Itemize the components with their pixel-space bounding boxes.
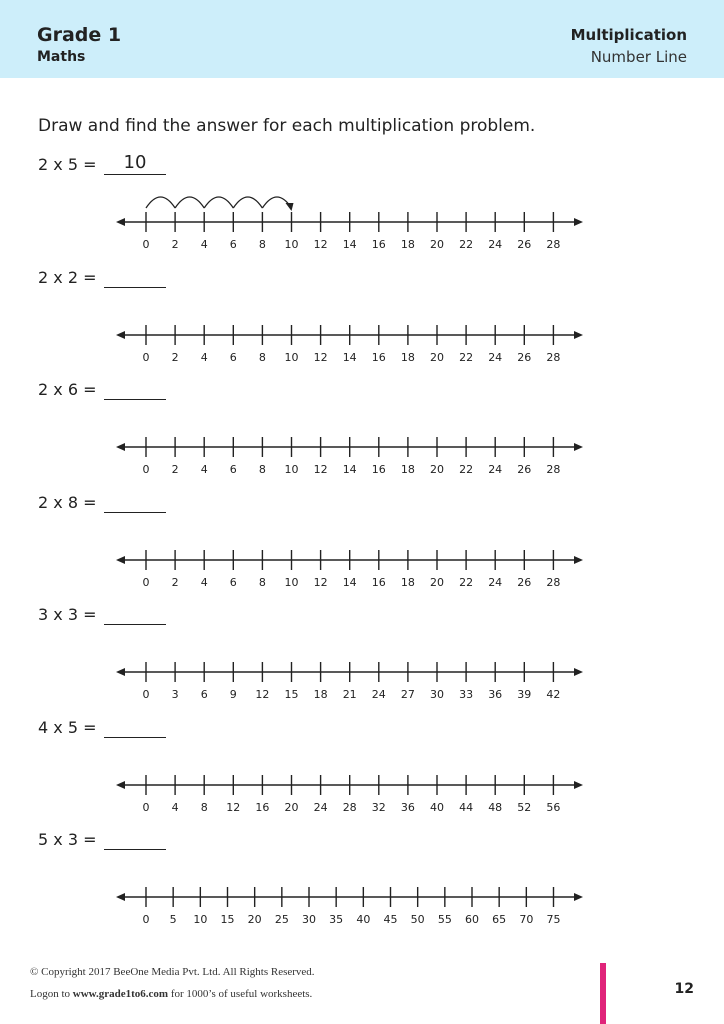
tick-label: 4 — [200, 575, 208, 589]
number-line — [0, 635, 724, 701]
tick-label: 0 — [142, 575, 150, 589]
number-line — [0, 410, 724, 476]
tick-label: 18 — [400, 463, 415, 476]
hop-arrowhead-icon — [286, 203, 294, 211]
tick-label: 2 — [171, 350, 179, 364]
tick-label: 6 — [229, 238, 237, 251]
right-arrow-icon — [574, 893, 583, 901]
website-link[interactable]: www.grade1to6.com — [72, 988, 169, 1000]
topic-title: Multiplication — [570, 26, 687, 44]
tick-label: 21 — [342, 688, 357, 701]
answer-blank[interactable] — [104, 512, 166, 513]
problem-label: 2 x 8 = — [38, 492, 97, 512]
tick-label: 16 — [371, 238, 386, 251]
page-number: 12 — [674, 981, 694, 997]
tick-label: 24 — [313, 800, 328, 814]
tick-label: 18 — [400, 238, 415, 251]
tick-label: 28 — [342, 800, 357, 814]
hop-arcs — [146, 197, 292, 208]
tick-label: 15 — [284, 688, 299, 701]
left-arrow-icon — [116, 218, 125, 226]
left-arrow-icon — [116, 668, 125, 676]
tick-label: 22 — [459, 238, 474, 251]
grade-title: Grade 1 — [37, 24, 122, 46]
answer-blank[interactable] — [104, 624, 166, 625]
tick-label: 20 — [430, 350, 444, 364]
tick-label: 8 — [258, 575, 266, 589]
tick-label: 12 — [313, 238, 328, 251]
tick-label: 3 — [171, 688, 179, 701]
answer-blank[interactable] — [104, 287, 166, 288]
tick-label: 24 — [371, 688, 386, 701]
tick-label: 36 — [488, 688, 503, 701]
number-line — [0, 860, 724, 926]
answer-blank[interactable] — [104, 737, 166, 738]
tick-label: 42 — [546, 688, 561, 701]
tick-label: 22 — [459, 463, 474, 476]
tick-label: 16 — [371, 350, 386, 364]
tick-label: 6 — [200, 688, 208, 701]
tick-label: 26 — [517, 575, 532, 589]
tick-label: 6 — [229, 350, 237, 364]
tick-label: 27 — [400, 688, 415, 701]
tick-label: 28 — [546, 463, 561, 476]
tick-label: 40 — [430, 800, 444, 814]
tick-label: 8 — [258, 350, 266, 364]
answer-blank[interactable] — [104, 399, 166, 400]
right-arrow-icon — [574, 556, 583, 564]
number-line — [0, 748, 724, 814]
tick-label: 4 — [200, 238, 208, 251]
tick-label: 12 — [313, 575, 328, 589]
left-arrow-icon — [116, 331, 125, 339]
tick-label: 10 — [284, 350, 299, 364]
tick-label: 0 — [142, 688, 150, 701]
tick-label: 10 — [284, 463, 299, 476]
brand-strip — [600, 963, 606, 1024]
tick-label: 32 — [371, 800, 386, 814]
left-arrow-icon — [116, 443, 125, 451]
problem-label: 4 x 5 = — [38, 717, 97, 737]
tick-label: 70 — [519, 913, 534, 926]
tick-label: 2 — [171, 238, 179, 251]
tick-label: 26 — [517, 463, 532, 476]
number-line — [0, 523, 724, 589]
tick-label: 35 — [329, 913, 344, 926]
tick-label: 5 — [169, 913, 177, 926]
tick-label: 18 — [313, 688, 328, 701]
tick-label: 52 — [517, 800, 532, 814]
problem-label: 2 x 6 = — [38, 380, 97, 399]
tick-label: 4 — [200, 463, 208, 476]
tick-label: 24 — [488, 350, 503, 364]
tick-label: 48 — [488, 800, 503, 814]
tick-label: 30 — [302, 913, 316, 926]
tick-label: 28 — [546, 575, 561, 589]
tick-label: 24 — [488, 238, 503, 251]
tick-label: 12 — [313, 463, 328, 476]
tick-label: 8 — [258, 238, 266, 251]
tick-label: 39 — [517, 688, 532, 701]
right-arrow-icon — [574, 331, 583, 339]
answer-blank[interactable] — [104, 849, 166, 850]
tick-label: 0 — [142, 238, 150, 251]
tick-label: 44 — [459, 800, 474, 814]
right-arrow-icon — [574, 443, 583, 451]
tick-label: 24 — [488, 463, 503, 476]
tick-label: 20 — [430, 463, 444, 476]
tick-label: 65 — [492, 913, 507, 926]
right-arrow-icon — [574, 668, 583, 676]
tick-label: 0 — [142, 913, 150, 926]
tick-label: 22 — [459, 350, 474, 364]
tick-label: 30 — [430, 688, 444, 701]
logon-suffix: for 1000’s of useful worksheets. — [168, 988, 313, 1000]
tick-label: 16 — [255, 800, 270, 814]
tick-label: 8 — [200, 800, 208, 814]
subtopic-title: Number Line — [590, 48, 687, 66]
tick-label: 14 — [342, 463, 357, 476]
tick-label: 26 — [517, 350, 532, 364]
tick-label: 22 — [459, 575, 474, 589]
problem-label: 5 x 3 = — [38, 830, 97, 849]
tick-label: 18 — [400, 575, 415, 589]
tick-label: 0 — [142, 800, 150, 814]
tick-label: 55 — [437, 913, 452, 926]
tick-label: 60 — [465, 913, 479, 926]
tick-label: 0 — [142, 350, 150, 364]
tick-label: 20 — [284, 800, 299, 814]
tick-label: 6 — [229, 575, 237, 589]
tick-label: 33 — [459, 688, 474, 701]
tick-label: 28 — [546, 350, 561, 364]
tick-label: 15 — [220, 913, 235, 926]
tick-label: 8 — [258, 463, 266, 476]
instruction-text: Draw and find the answer for each multiplication problem. — [38, 116, 536, 136]
tick-label: 14 — [342, 238, 357, 251]
tick-label: 10 — [284, 575, 299, 589]
tick-label: 16 — [371, 463, 386, 476]
problem-label: 2 x 2 = — [38, 267, 97, 287]
tick-label: 10 — [284, 238, 299, 251]
problem-label: 2 x 5 = — [38, 155, 97, 174]
left-arrow-icon — [116, 893, 125, 901]
number-line — [0, 185, 724, 251]
tick-label: 50 — [410, 913, 425, 926]
answer-blank[interactable] — [104, 174, 166, 175]
tick-label: 0 — [142, 463, 150, 476]
tick-label: 36 — [400, 800, 415, 814]
tick-label: 12 — [255, 688, 270, 701]
tick-label: 20 — [430, 238, 444, 251]
page-header — [0, 0, 724, 78]
logon-prefix: Logon to — [30, 988, 73, 1000]
tick-label: 25 — [274, 913, 289, 926]
tick-label: 45 — [383, 913, 398, 926]
answer-value: 10 — [123, 152, 147, 173]
tick-label: 2 — [171, 463, 179, 476]
logon-text — [30, 988, 312, 1000]
tick-label: 6 — [229, 463, 237, 476]
tick-label: 40 — [356, 913, 371, 926]
tick-label: 24 — [488, 575, 503, 589]
tick-label: 4 — [200, 350, 208, 364]
tick-label: 18 — [400, 350, 415, 364]
tick-label: 14 — [342, 575, 357, 589]
copyright-text: © Copyright 2017 BeeOne Media Pvt. Ltd. All Rights Reserved. — [30, 966, 315, 978]
tick-label: 56 — [546, 800, 561, 814]
subject-title: Maths — [37, 49, 86, 65]
tick-label: 26 — [517, 238, 532, 251]
left-arrow-icon — [116, 781, 125, 789]
left-arrow-icon — [116, 556, 125, 564]
right-arrow-icon — [574, 781, 583, 789]
right-arrow-icon — [574, 218, 583, 226]
tick-label: 75 — [546, 913, 561, 926]
tick-label: 20 — [247, 913, 262, 926]
tick-label: 10 — [193, 913, 208, 926]
tick-label: 12 — [226, 800, 241, 814]
tick-label: 28 — [546, 238, 561, 251]
tick-label: 9 — [229, 688, 237, 701]
tick-label: 12 — [313, 350, 328, 364]
number-line — [0, 298, 724, 364]
problem-label: 3 x 3 = — [38, 605, 97, 624]
tick-label: 14 — [342, 350, 357, 364]
tick-label: 2 — [171, 575, 179, 589]
tick-label: 4 — [171, 800, 179, 814]
tick-label: 16 — [371, 575, 386, 589]
tick-label: 20 — [430, 575, 444, 589]
